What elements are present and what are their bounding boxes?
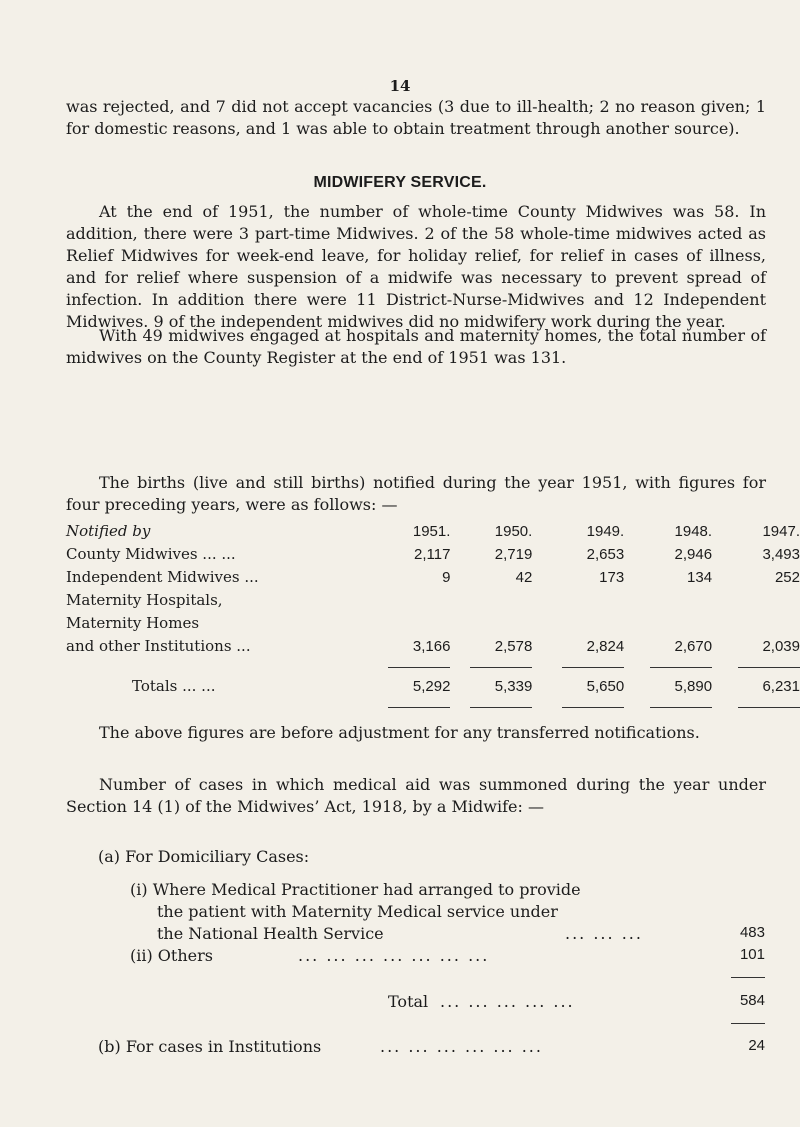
row-label: and other Institutions ... bbox=[66, 637, 251, 655]
births-notified-table bbox=[66, 517, 800, 712]
paragraph-3 bbox=[66, 472, 766, 516]
divider-row bbox=[66, 695, 800, 712]
table-row bbox=[66, 632, 800, 655]
table-cell: 2,946 bbox=[674, 546, 713, 563]
table-cell: 5,292 bbox=[412, 678, 451, 695]
total-value: 584 bbox=[739, 992, 765, 1009]
total-label: Total bbox=[388, 992, 429, 1011]
table-cell: 2,117 bbox=[413, 546, 451, 563]
divider bbox=[650, 667, 712, 668]
row-label: County Midwives ... ... bbox=[66, 545, 236, 563]
item-ii-value: 101 bbox=[739, 946, 765, 963]
divider bbox=[562, 667, 624, 668]
section-a-label: (a) For Domiciliary Cases: bbox=[98, 847, 310, 866]
table-cell: 5,339 bbox=[494, 678, 533, 695]
section-b-value: 24 bbox=[748, 1037, 765, 1054]
row-label: Maternity Hospitals, bbox=[66, 591, 223, 609]
table-row bbox=[66, 609, 800, 632]
table-cell: 2,039 bbox=[762, 638, 800, 655]
intro-paragraph bbox=[66, 96, 766, 140]
divider bbox=[731, 1023, 765, 1024]
table-row bbox=[66, 586, 800, 609]
paragraph-4 bbox=[66, 722, 766, 744]
item-ii-label: (ii) Others bbox=[130, 946, 213, 965]
table-cell: 2,578 bbox=[494, 638, 533, 655]
paragraph-3-text: The births (live and still births) notified during the year 1951, with figures for four preceding years, were as follows: — bbox=[66, 473, 766, 514]
total-dots: ... ... ... ... ... bbox=[440, 992, 575, 1011]
table-cell: 42 bbox=[515, 569, 533, 586]
totals-row bbox=[66, 672, 800, 695]
paragraph-4-text: The above figures are before adjustment for any transferred notifications. bbox=[99, 723, 700, 742]
header-year: 1950. bbox=[494, 523, 533, 540]
table-cell: 2,670 bbox=[674, 638, 713, 655]
page-number: 14 bbox=[389, 77, 411, 95]
row-label: Maternity Homes bbox=[66, 614, 200, 632]
divider bbox=[470, 667, 532, 668]
section-b-label: (b) For cases in Institutions bbox=[98, 1037, 322, 1056]
table-cell: 2,719 bbox=[494, 546, 533, 563]
item-i-line-1: (i) Where Medical Practitioner had arranged to provide bbox=[130, 880, 581, 899]
item-i-dots: ... ... ... bbox=[565, 924, 643, 943]
section-b-dots: ... ... ... ... ... ... bbox=[380, 1037, 543, 1056]
header-year: 1947. bbox=[762, 523, 800, 540]
paragraph-5 bbox=[66, 774, 766, 818]
divider bbox=[738, 667, 800, 668]
divider bbox=[388, 667, 450, 668]
header-notified-by: Notified by bbox=[66, 522, 151, 540]
item-i-line-2: the patient with Maternity Medical service under bbox=[157, 902, 558, 921]
totals-label: Totals ... ... bbox=[132, 677, 216, 695]
table-cell: 9 bbox=[442, 569, 451, 586]
row-label: Independent Midwives ... bbox=[66, 568, 259, 586]
item-i-value: 483 bbox=[739, 924, 765, 941]
divider bbox=[388, 707, 450, 708]
table-cell: 6,231 bbox=[762, 678, 800, 695]
table-cell: 252 bbox=[774, 569, 800, 586]
intro-text: was rejected, and 7 did not accept vacancies (3 due to ill-health; 2 no reason given; 1 for domestic reasons, and 1 was able to obtain treatment through another source). bbox=[66, 97, 766, 138]
paragraph-1 bbox=[66, 201, 766, 333]
paragraph-1-text: At the end of 1951, the number of whole-time County Midwives was 58. In addition, there were 3 part-time Midwives. 2 of the 58 whole-time midwives acted as Relief Midwives for week-end leave, for holiday relief, for relief in cases of illness, and for relief where suspension of a midwife was necessary to prevent spread of infection. In addition there were 11 District-Nurse-Midwives and 12 Independent Midwives. 9 of the independent midwives did no midwifery work during the year. bbox=[66, 202, 766, 331]
table-cell: 2,653 bbox=[586, 546, 625, 563]
item-i-line-3: the National Health Service bbox=[157, 924, 384, 943]
table-cell: 3,493 bbox=[762, 546, 800, 563]
paragraph-2 bbox=[66, 325, 766, 369]
table-header-row bbox=[66, 517, 800, 540]
section-heading: MIDWIFERY SERVICE. bbox=[313, 174, 487, 191]
header-year: 1948. bbox=[674, 523, 713, 540]
table-cell: 134 bbox=[687, 569, 713, 586]
table-cell: 5,650 bbox=[586, 678, 625, 695]
table-row bbox=[66, 540, 800, 563]
table-cell: 5,890 bbox=[674, 678, 713, 695]
table-row bbox=[66, 563, 800, 586]
divider bbox=[738, 707, 800, 708]
divider bbox=[650, 707, 712, 708]
divider bbox=[562, 707, 624, 708]
header-year: 1949. bbox=[586, 523, 625, 540]
table-cell: 3,166 bbox=[412, 638, 451, 655]
header-year: 1951. bbox=[412, 523, 451, 540]
paragraph-5-text: Number of cases in which medical aid was summoned during the year under Section 14 (1) of the Midwives’ Act, 1918, by a Midwife: — bbox=[66, 775, 766, 816]
table-cell: 2,824 bbox=[586, 638, 625, 655]
divider bbox=[731, 977, 765, 978]
table-cell: 173 bbox=[599, 569, 625, 586]
divider-row bbox=[66, 655, 800, 672]
paragraph-2-text: With 49 midwives engaged at hospitals and maternity homes, the total number of midwives on the County Register at the end of 1951 was 131. bbox=[66, 326, 766, 367]
divider bbox=[470, 707, 532, 708]
item-ii-dots: ... ... ... ... ... ... ... bbox=[298, 946, 490, 965]
